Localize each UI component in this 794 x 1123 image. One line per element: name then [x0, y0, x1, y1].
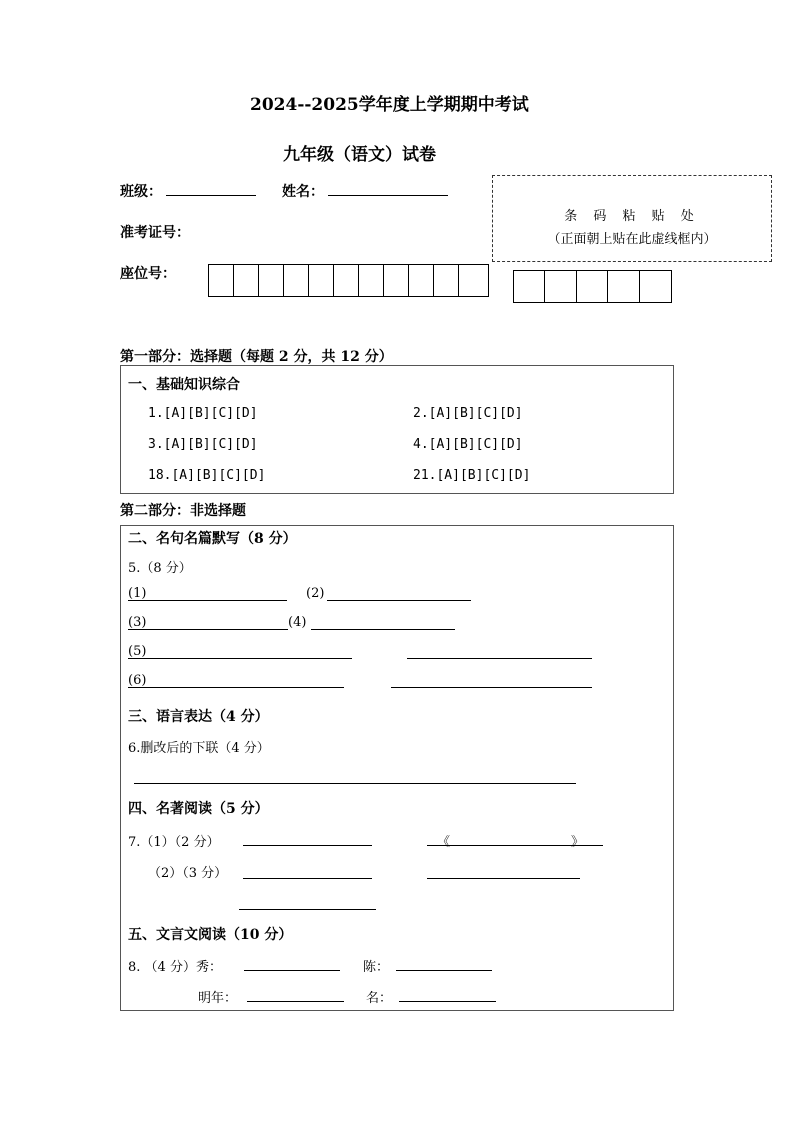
exam-title: 2024--2025学年度上学期期中考试: [250, 95, 529, 115]
q7-1-label: 7.（1）（2 分）: [128, 835, 220, 850]
section2-title: 二、名句名篇默写（8 分）: [128, 531, 297, 547]
class-field[interactable]: [166, 182, 256, 196]
answer-row-2[interactable]: 2.[A][B][C][D]: [413, 406, 523, 421]
q8-chen-label: 陈：: [363, 960, 390, 975]
answer-row-21[interactable]: 21.[A][B][C][D]: [413, 468, 531, 483]
blank-4-line[interactable]: [311, 616, 455, 630]
exam-id-label: 准考证号：: [120, 225, 190, 241]
barcode-label: 条 码 粘 贴 处: [564, 209, 700, 224]
section3-title: 三、语言表达（4 分）: [128, 709, 269, 725]
seat-label: 座位号：: [120, 266, 176, 282]
q7-2-label: （2）（3 分）: [148, 866, 228, 881]
blank-2-line[interactable]: [327, 587, 471, 601]
q8-ming-line[interactable]: [399, 988, 496, 1002]
blank-3-label: (3): [128, 615, 147, 630]
seat-grid[interactable]: [513, 270, 672, 303]
book-close-mark: 》: [571, 835, 585, 850]
blank-5-line-b[interactable]: [407, 645, 592, 659]
answer-row-18[interactable]: 18.[A][B][C][D]: [148, 468, 266, 483]
q8-mingnian-label: 明年：: [198, 991, 238, 1006]
answer-row-3[interactable]: 3.[A][B][C][D]: [148, 437, 258, 452]
part1-heading: 第一部分：选择题（每题 2 分，共 12 分）: [120, 349, 393, 365]
section5-title: 五、文言文阅读（10 分）: [128, 927, 293, 943]
blank-2-label: (2): [306, 586, 325, 601]
q5-label: 5.（8 分）: [128, 561, 192, 576]
blank-6-line-a[interactable]: [128, 674, 344, 688]
answer-row-4[interactable]: 4.[A][B][C][D]: [413, 437, 523, 452]
class-label: 班级：: [120, 184, 162, 200]
q8-ming-label: 名：: [366, 991, 393, 1006]
blank-5-line-a[interactable]: [128, 645, 352, 659]
blank-4-label: (4): [288, 615, 307, 630]
book-open-mark: 《: [437, 835, 451, 850]
blank-6-line-b[interactable]: [391, 674, 592, 688]
q7-2-line-a[interactable]: [243, 865, 372, 879]
blank-6-label: (6): [128, 673, 147, 688]
blank-1-line[interactable]: [128, 587, 287, 601]
blank-3-line[interactable]: [128, 616, 288, 630]
q6-answer-line[interactable]: [134, 770, 576, 784]
section1-title: 一、基础知识综合: [128, 377, 240, 393]
q8-mingnian-line[interactable]: [247, 988, 344, 1002]
name-label: 姓名：: [282, 184, 324, 200]
q7-2-line-c[interactable]: [239, 896, 376, 910]
answer-row-1[interactable]: 1.[A][B][C][D]: [148, 406, 258, 421]
name-field[interactable]: [328, 182, 448, 196]
barcode-area: [492, 175, 772, 262]
exam-subtitle: 九年级（语文）试卷: [283, 145, 436, 165]
q8-chen-line[interactable]: [396, 957, 492, 971]
blank-5-label: (5): [128, 644, 147, 659]
q6-label: 6.删改后的下联（4 分）: [128, 741, 270, 756]
exam-id-grid[interactable]: [208, 264, 489, 297]
section4-title: 四、名著阅读（5 分）: [128, 801, 269, 817]
q8-label: 8. （4 分）秀：: [128, 960, 222, 975]
barcode-hint: （正面朝上贴在此虚线框内）: [547, 232, 717, 247]
q8-xiu-line[interactable]: [244, 957, 340, 971]
q7-1-line[interactable]: [243, 832, 372, 846]
part2-heading: 第二部分：非选择题: [120, 503, 246, 519]
blank-1-label: (1): [128, 586, 147, 601]
q7-2-line-b[interactable]: [427, 865, 580, 879]
